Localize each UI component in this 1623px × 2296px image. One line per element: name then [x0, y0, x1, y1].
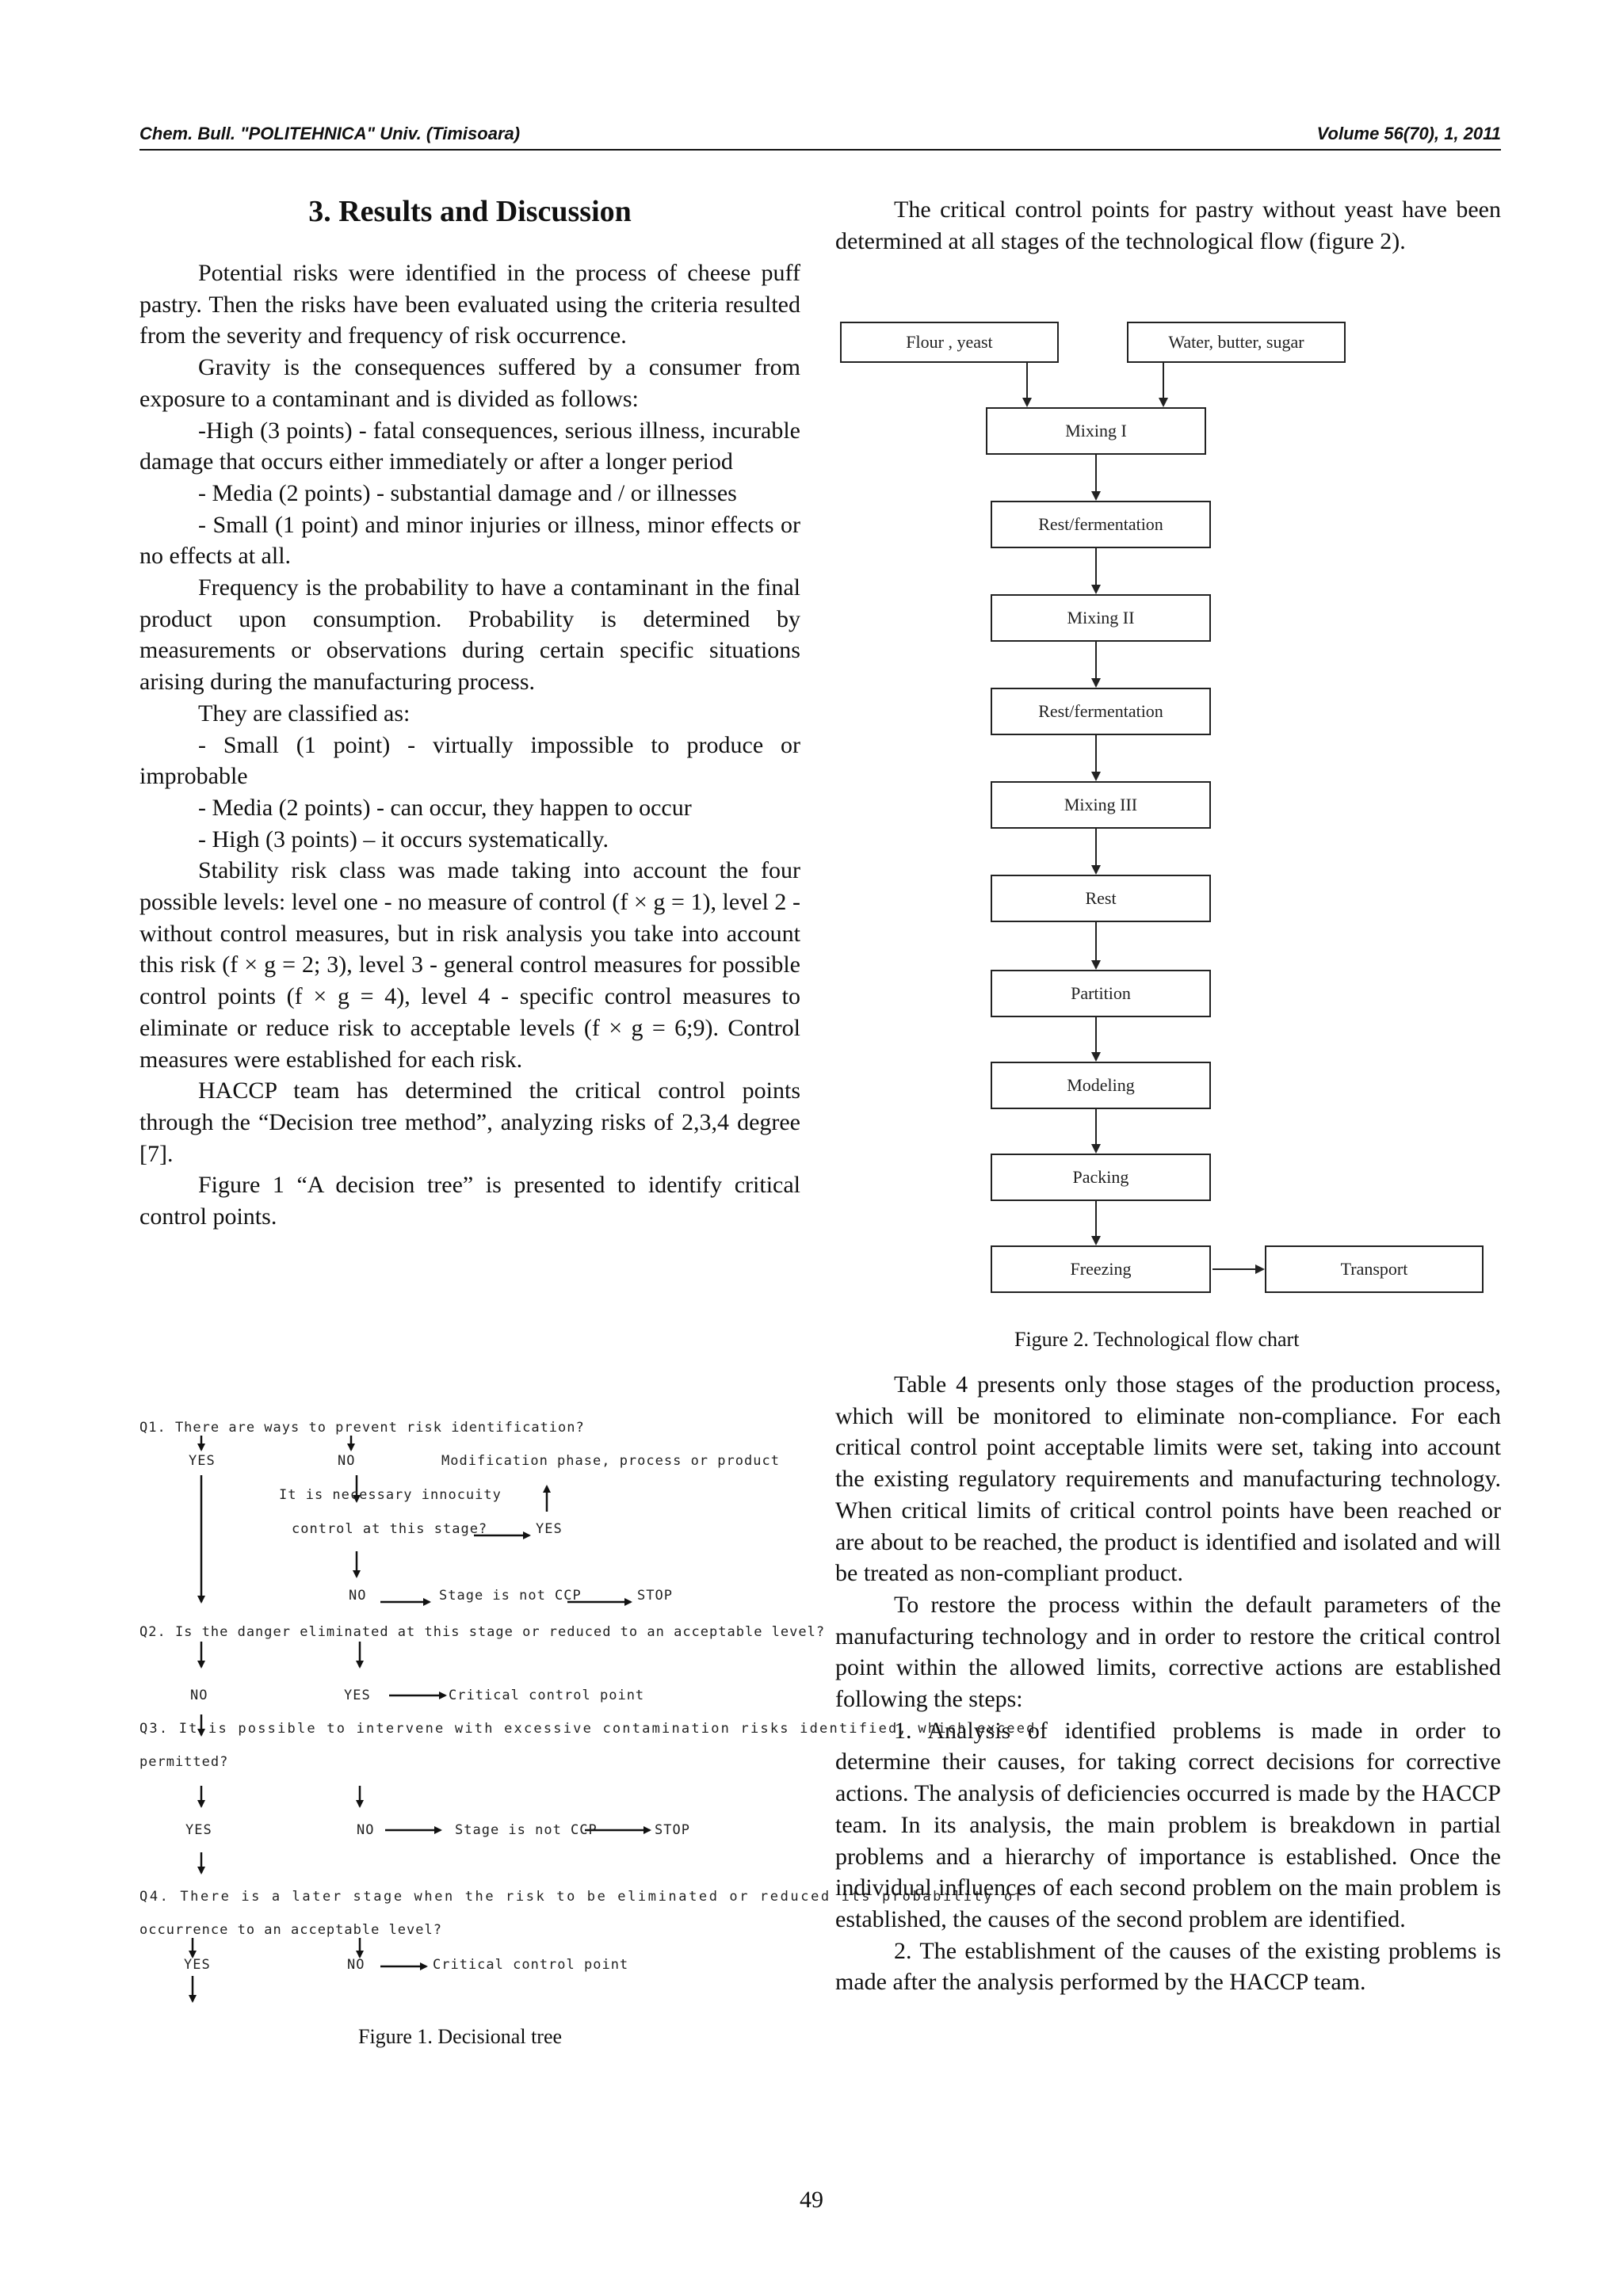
flow-box-mixing-2: Mixing II — [991, 594, 1211, 642]
tree-ccp-1: Critical control point — [449, 1688, 645, 1703]
paragraph: - Media (2 points) - can occur, they happen to occur — [198, 794, 692, 821]
section-title: 3. Results and Discussion — [308, 195, 632, 228]
tree-q1-yes: YES — [189, 1453, 216, 1469]
flow-box-modeling: Modeling — [991, 1062, 1211, 1109]
flow-box-mixing-3: Mixing III — [991, 781, 1211, 829]
paragraph: -High (3 points) - fatal consequences, serious illness, incurable damage that occurs either immediately or after a longer period — [139, 417, 800, 475]
tree-ccp-2: Critical control point — [433, 1957, 629, 1973]
tree-stop-2: STOP — [655, 1822, 690, 1838]
tree-stop-1: STOP — [637, 1588, 673, 1604]
tree-q4-yes: YES — [184, 1957, 211, 1973]
tree-q3-yes: YES — [185, 1822, 212, 1838]
flow-box-freezing: Freezing — [991, 1245, 1211, 1293]
tree-q4-line2: occurrence to an acceptable level? — [139, 1922, 442, 1938]
paragraph: 2. The establishment of the causes of the existing problems is made after the analysis performed by the HACCP team. — [835, 1937, 1501, 1996]
paragraph: Figure 1 “A decision tree” is presented to identify critical control points. — [139, 1172, 800, 1230]
paragraph: - Media (2 points) - substantial damage and / or illnesses — [198, 479, 737, 506]
paragraph: Gravity is the consequences suffered by a consumer from exposure to a contaminant and is divided as follows: — [139, 354, 800, 412]
tree-q2: Q2. Is the danger eliminated at this stage or reduced to an acceptable level? — [139, 1624, 826, 1640]
paragraph: - Small (1 point) and minor injuries or illness, minor effects or no effects at all. — [139, 511, 800, 570]
tree-q1: Q1. There are ways to prevent risk identification? — [139, 1420, 585, 1436]
paragraph: - Small (1 point) - virtually impossible to produce or improbable — [139, 731, 800, 790]
paragraph: Table 4 presents only those stages of the production process, which will be monitored to eliminate non-compliance. For each critical control point acceptable limits were set, taking into account the existing regulatory requirements and manufacturing technology. When critical limits of critical control points have been reached or are about to be reached, the product is identified and isolated and will be treated as non-compliant product. — [835, 1371, 1501, 1587]
right-column-text — [835, 1369, 1501, 1998]
volume-info: Volume 56(70), 1, 2011 — [1316, 124, 1501, 143]
tree-q3-line1: Q3. It is possible to intervene with excessive contamination risks identified, which exceed — [139, 1721, 1037, 1737]
tree-not-ccp-1: Stage is not CCP — [439, 1588, 582, 1604]
tree-modify: Modification phase, process or product — [441, 1453, 780, 1469]
paragraph: - High (3 points) – it occurs systematically. — [198, 826, 609, 852]
paragraph: To restore the process within the default parameters of the manufacturing technology and in order to restore the critical control point within the allowed limits, corrective actions are established following the steps: — [835, 1591, 1501, 1713]
flow-box-rest-fermentation-1: Rest/fermentation — [991, 501, 1211, 548]
flow-box-transport: Transport — [1265, 1245, 1484, 1293]
tree-q2-yes: YES — [344, 1688, 371, 1703]
tree-necessary-2: control at this stage? — [292, 1521, 488, 1537]
tree-q3-no: NO — [357, 1822, 375, 1838]
tree-not-ccp-2: Stage is not CCP — [455, 1822, 598, 1838]
tree-necessary-1: It is necessary innocuity — [279, 1487, 502, 1503]
journal-name: Chem. Bull. "POLITEHNICA" Univ. (Timisoara) — [139, 124, 521, 143]
figure-1-caption: Figure 1. Decisional tree — [358, 2025, 563, 2048]
paragraph: Stability risk class was made taking into account the four possible levels: level one - no measure of control (f × g = 1), level 2 - without control measures, but in risk analysis you take into account this risk (f × g = 2; 3), level 3 - general control measures for possible control points (f × g = 4), level 4 - specific control measures to eliminate or reduce risk to acceptable levels (f × g = 6;9). Control measures were established for each risk. — [139, 857, 800, 1073]
page-number: 49 — [800, 2187, 823, 2213]
paragraph: They are classified as: — [198, 700, 411, 727]
paragraph: HACCP team has determined the critical control points through the “Decision tree method”, analyzing risks of 2,3,4 degree [7]. — [139, 1077, 800, 1167]
flow-box-flour-yeast: Flour , yeast — [840, 322, 1059, 363]
flow-box-rest-fermentation-2: Rest/fermentation — [991, 688, 1211, 735]
flow-box-water-butter-sugar: Water, butter, sugar — [1127, 322, 1346, 363]
flow-box-mixing-1: Mixing I — [986, 407, 1206, 455]
flow-box-partition: Partition — [991, 970, 1211, 1017]
tree-necessary-yes: YES — [536, 1521, 563, 1537]
tree-q4-line1: Q4. There is a later stage when the risk to be eliminated or reduced its probability of — [139, 1889, 1025, 1905]
paragraph: 1. Analysis of identified problems is made in order to determine their causes, for taking correct decisions for corrective actions. The analysis of deficiencies occurred is made by the HACCP team. In its analysis, the main problem is breakdown in partial problems and a hierarchy of importance is established. Once the individual influences of each second problem on the main problem is established, the causes of the second problem are identified. — [835, 1717, 1501, 1932]
tree-q3-line2: permitted? — [139, 1754, 229, 1770]
paragraph: Frequency is the probability to have a contaminant in the final product upon consumption. Probability is determined by measurements or observations during certain specific situations arising during the manufacturing process. — [139, 574, 800, 696]
paragraph: Potential risks were identified in the process of cheese puff pastry. Then the risks have been evaluated using the criteria resulted from the severity and frequency of risk occurrence. — [139, 260, 800, 349]
tree-q2-no: NO — [190, 1688, 208, 1703]
tree-q1-no: NO — [338, 1453, 356, 1469]
flow-box-rest: Rest — [991, 875, 1211, 922]
paragraph: The critical control points for pastry without yeast have been determined at all stages of the technological flow (figure 2). — [835, 196, 1501, 254]
tree-q4-no: NO — [347, 1957, 365, 1973]
flow-box-packing: Packing — [991, 1154, 1211, 1201]
figure-2-caption: Figure 2. Technological flow chart — [1014, 1328, 1300, 1351]
tree-necessary-no: NO — [349, 1588, 367, 1604]
